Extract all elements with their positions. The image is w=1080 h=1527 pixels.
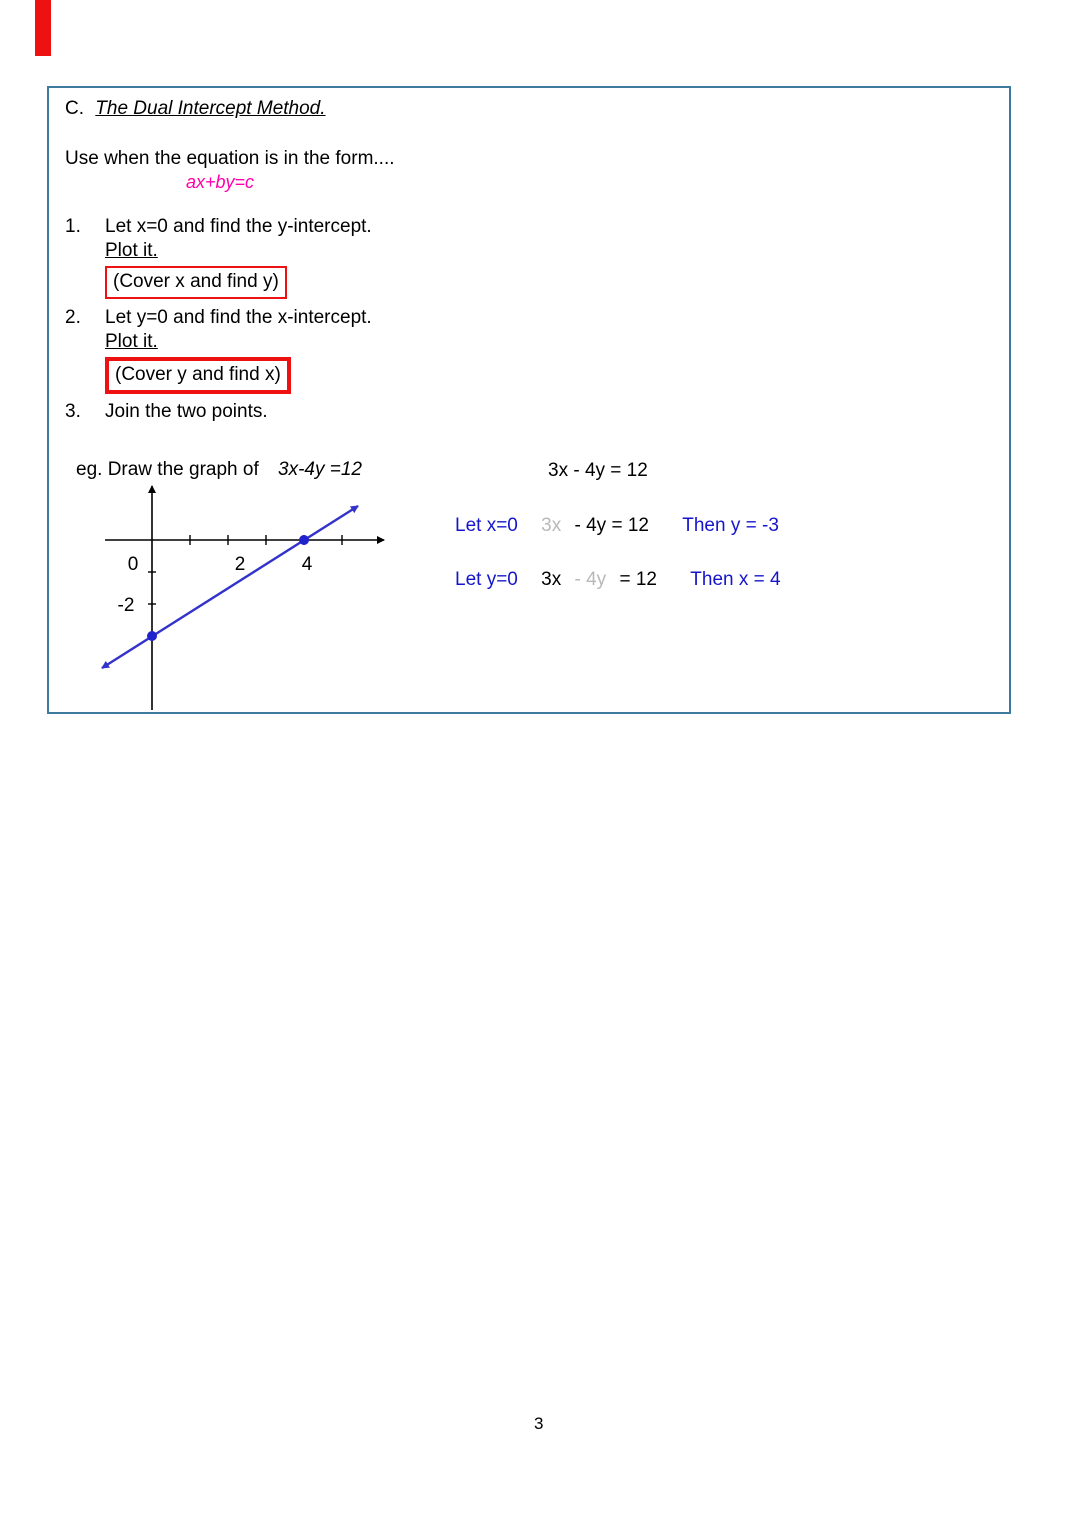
lead-term-3x: 3x	[541, 569, 562, 590]
graph-line	[102, 506, 358, 668]
covered-term-3x: 3x	[541, 515, 562, 536]
equation-rest-2: = 12	[619, 569, 657, 590]
step-2-text: Let y=0 and find the x-intercept.	[105, 307, 372, 328]
page-number: 3	[534, 1414, 544, 1433]
y-label-neg2: -2	[117, 595, 135, 616]
solution-row-1	[455, 514, 779, 538]
step-1	[65, 215, 372, 299]
cover-rule-1-box: (Cover x and find y)	[105, 266, 287, 299]
equation-rest-1: - 4y = 12	[574, 515, 649, 536]
section-label: C.	[65, 98, 84, 119]
step-2	[65, 306, 372, 394]
example-equation: 3x-4y =12	[278, 459, 362, 480]
step-2-plot: Plot it.	[105, 331, 158, 353]
step-3-number: 3.	[65, 401, 81, 422]
red-corner-tab	[35, 0, 51, 56]
x-intercept-point	[299, 535, 309, 545]
step-1-number: 1.	[65, 216, 81, 237]
covered-term-4y: - 4y	[574, 569, 607, 590]
step-3-text: Join the two points.	[105, 401, 268, 422]
step-3	[65, 400, 268, 424]
step-2-number: 2.	[65, 307, 81, 328]
cover-rule-2-box: (Cover y and find x)	[105, 357, 291, 394]
step-1-plot: Plot it.	[105, 240, 158, 262]
section-title: The Dual Intercept Method.	[95, 98, 326, 119]
solution-row-2	[455, 568, 781, 592]
example-prefix: eg. Draw the graph of	[76, 459, 259, 480]
intro-text: Use when the equation is in the form....	[65, 148, 395, 169]
let-y0-label: Let y=0	[455, 569, 518, 590]
section-heading	[65, 97, 326, 121]
equation-form: ax+by=c	[186, 172, 255, 192]
step-1-text: Let x=0 and find the y-intercept.	[105, 216, 372, 237]
x-label-0: 0	[127, 554, 139, 575]
result-y: Then y = -3	[682, 515, 779, 536]
x-label-2: 2	[234, 554, 246, 575]
result-x: Then x = 4	[690, 569, 781, 590]
let-x0-label: Let x=0	[455, 515, 518, 536]
x-label-4: 4	[301, 554, 313, 575]
intercept-graph	[90, 478, 402, 712]
y-intercept-point	[147, 631, 157, 641]
solution-equation: 3x - 4y = 12	[548, 460, 648, 481]
